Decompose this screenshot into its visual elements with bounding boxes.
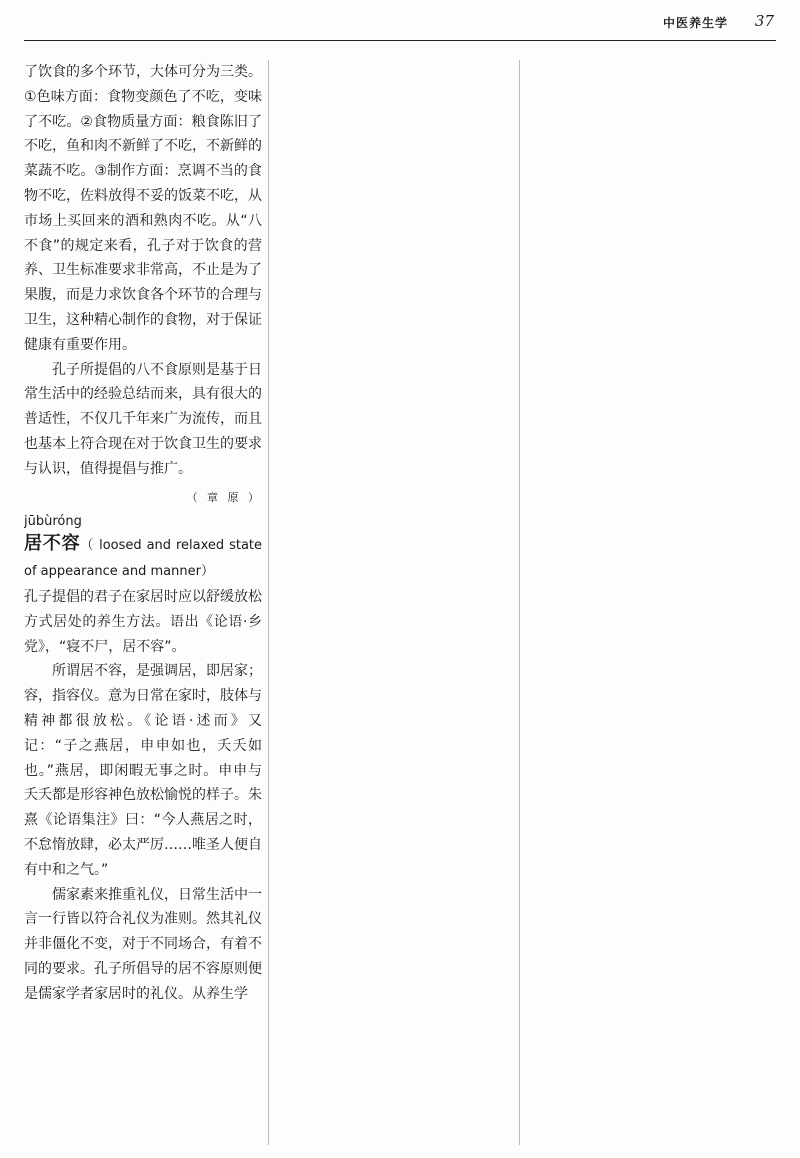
paragraph: 孔子所提倡的八不食原则是基于日常生活中的经验总结而来，具有很大的普适性，不仅几千年来广为流传，而且也基本上符合现在对于饮食卫生的要求与认识，值得提倡与推广。 bbox=[24, 361, 262, 477]
entry-term-english: （ loosed and relaxed state of appearance and manner） bbox=[24, 538, 262, 580]
header-rule bbox=[24, 40, 776, 41]
paragraph: 了饮食的多个环节，大体可分为三类。①色味方面：食物变颜色了不吃，变味了不吃。②食物质量方面：粮食陈旧了不吃，鱼和肉不新鲜了不吃，不新鲜的菜蔬不吃。③制作方面：烹调不当的食物不吃，佐料放得不妥的饭菜不吃，从市场上买回来的酒和熟肉不吃。从“八不食”的规定来看，孔子对于饮食的营养、卫生标准要求非常高，不止是为了果腹，而是力求饮食各个环节的合理与卫生，这种精心制作的食物，对于保证健康有重要作用。 bbox=[24, 64, 262, 353]
entry-term: 居不容 bbox=[24, 533, 81, 555]
entry-heading bbox=[24, 532, 262, 585]
page-number: 37 bbox=[754, 12, 774, 30]
column-1 bbox=[24, 60, 262, 1145]
paragraph: 儒家素来推重礼仪，日常生活中一言一行皆以符合礼仪为准则。然其礼仪并非僵化不变，对于不同场合，有着不同的要求。孔子所倡导的居不容原则便是儒家学者家居时的礼仪。从养生学 bbox=[24, 886, 262, 1002]
column-divider bbox=[268, 60, 269, 1145]
entry-pinyin: jūbùróng bbox=[24, 514, 82, 530]
paragraph: 孔子提倡的君子在家居时应以舒缓放松方式居处的养生方法。语出《论语·乡党》，“寝不尸，居不容”。 bbox=[24, 588, 262, 655]
column-divider bbox=[519, 60, 520, 1145]
author-credit: （ 章 原 ） bbox=[186, 490, 262, 504]
page-header bbox=[0, 0, 800, 44]
running-title: 中医养生学 bbox=[662, 16, 728, 30]
paragraph: 所谓居不容，是强调居，即居家；容，指容仪。意为日常在家时，肢体与精神都很放松。《论语·述而》又记：“子之燕居，申申如也，夭夭如也。”燕居，即闲暇无事之时。申申与夭夭都是形容神色放松愉悦的样子。朱熹《论语集注》曰：“今人燕居之时，不怠惰放肆，必太严厉……唯圣人便自有中和之气。” bbox=[24, 663, 262, 878]
